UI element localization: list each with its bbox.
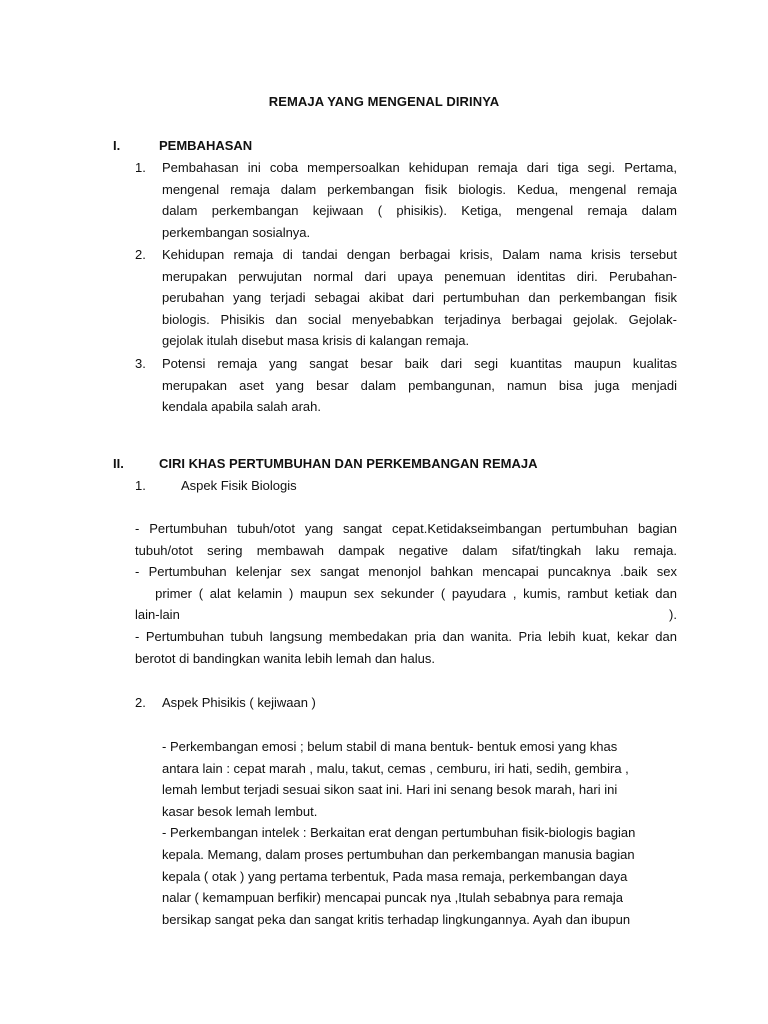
sub-1-label: Aspek Fisik Biologis	[181, 478, 297, 493]
sub-2-paragraph	[162, 736, 662, 930]
document-title: REMAJA YANG MENGENAL DIRINYA	[268, 94, 500, 109]
text-fragment: lain-lain	[135, 607, 180, 623]
text-line-split	[135, 604, 677, 626]
text-line: merupakan perwujutan normal dari upaya penemuan identitas diri. Perubahan-	[162, 268, 677, 284]
section-1-heading: PEMBAHASAN	[159, 138, 253, 153]
text-line: kendala apabila salah arah.	[162, 399, 322, 415]
text-line: biologis. Phisikis dan social menyebabkan terjadinya berbagai gejolak. Gejolak-	[162, 311, 677, 327]
sub-1-number: 1.	[135, 478, 146, 493]
text-line: - Perkembangan emosi ; belum stabil di mana bentuk- bentuk emosi yang khas	[162, 739, 618, 754]
text-line: dalam perkembangan kejiwaan ( phisikis). Ketiga, mengenal remaja dalam	[162, 203, 677, 219]
text-line: nalar ( kemampuan berfikir) mencapai puncak nya ,Itulah sebabnya para remaja	[162, 890, 624, 906]
section-1-numeral: I.	[113, 138, 121, 153]
text-line: kepala ( otak ) yang pertama terbentuk, Pada masa remaja, perkembangan daya	[162, 868, 628, 884]
text-line: Potensi remaja yang sangat besar baik dari segi kuantitas maupun kualitas	[162, 356, 677, 371]
sub-2-label: Aspek Phisikis ( kejiwaan )	[162, 695, 316, 710]
text-line: kepala. Memang, dalam proses pertumbuhan dan perkembangan manusia bagian	[162, 846, 635, 862]
text-line: perubahan yang terjadi sebagai akibat dari pertumbuhan dan perkembangan fisik	[162, 290, 677, 306]
text-line: - Pertumbuhan tubuh langsung membedakan pria dan wanita. Pria lebih kuat, kekar dan	[135, 628, 677, 644]
text-line: perkembangan sosialnya.	[162, 224, 311, 240]
text-line: antara lain : cepat marah , malu, takut, cemas , cemburu, iri hati, sedih, gembira ,	[162, 760, 629, 776]
section-2-numeral: II.	[113, 456, 124, 471]
sub-2-number: 2.	[135, 695, 146, 710]
text-line: Kehidupan remaja di tandai dengan berbagai krisis, Dalam nama krisis tersebut	[162, 247, 677, 262]
text-line: gejolak itulah disebut masa krisis di kalangan remaja.	[162, 333, 470, 349]
text-line: - Pertumbuhan tubuh/otot yang sangat cepat.Ketidakseimbangan pertumbuhan bagian	[135, 521, 677, 536]
item-3-paragraph	[162, 353, 677, 418]
section-2-heading: CIRI KHAS PERTUMBUHAN DAN PERKEMBANGAN REMAJA	[159, 456, 538, 471]
text-fragment: ).	[669, 607, 677, 623]
item-2-number: 2.	[135, 247, 146, 262]
text-line: bersikap sangat peka dan sangat kritis terhadap lingkungannya. Ayah dan ibupun	[162, 911, 631, 927]
text-line: - Pertumbuhan kelenjar sex sangat menonjol bahkan mencapai puncaknya .baik sex	[135, 564, 677, 580]
text-line: tubuh/otot sering membawah dampak negative dalam sifat/tingkah laku remaja.	[135, 542, 677, 558]
text-line: Pembahasan ini coba mempersoalkan kehidupan remaja dari tiga segi. Pertama,	[162, 160, 677, 175]
item-1-number: 1.	[135, 160, 146, 175]
text-line: mengenal remaja dalam perkembangan fisik biologis. Kedua, mengenal remaja	[162, 181, 677, 197]
item-2-paragraph	[162, 244, 677, 352]
text-line: lemah lembut terjadi sesuai sikon saat ini. Hari ini senang besok marah, hari ini	[162, 782, 618, 798]
item-3-number: 3.	[135, 356, 146, 371]
text-line: merupakan aset yang besar dalam pembangunan, namun bisa juga menjadi	[162, 377, 677, 393]
text-line: berotot di bandingkan wanita lebih lemah dan halus.	[135, 650, 435, 666]
text-line: - Perkembangan intelek : Berkaitan erat dengan pertumbuhan fisik-biologis bagian	[162, 825, 636, 841]
text-line: primer ( alat kelamin ) maupun sex sekunder ( payudara , kumis, rambut ketiak dan	[135, 585, 677, 601]
item-1-paragraph	[162, 157, 677, 243]
sub-1-paragraph	[135, 518, 677, 669]
text-line: kasar besok lemah lembut.	[162, 803, 318, 819]
